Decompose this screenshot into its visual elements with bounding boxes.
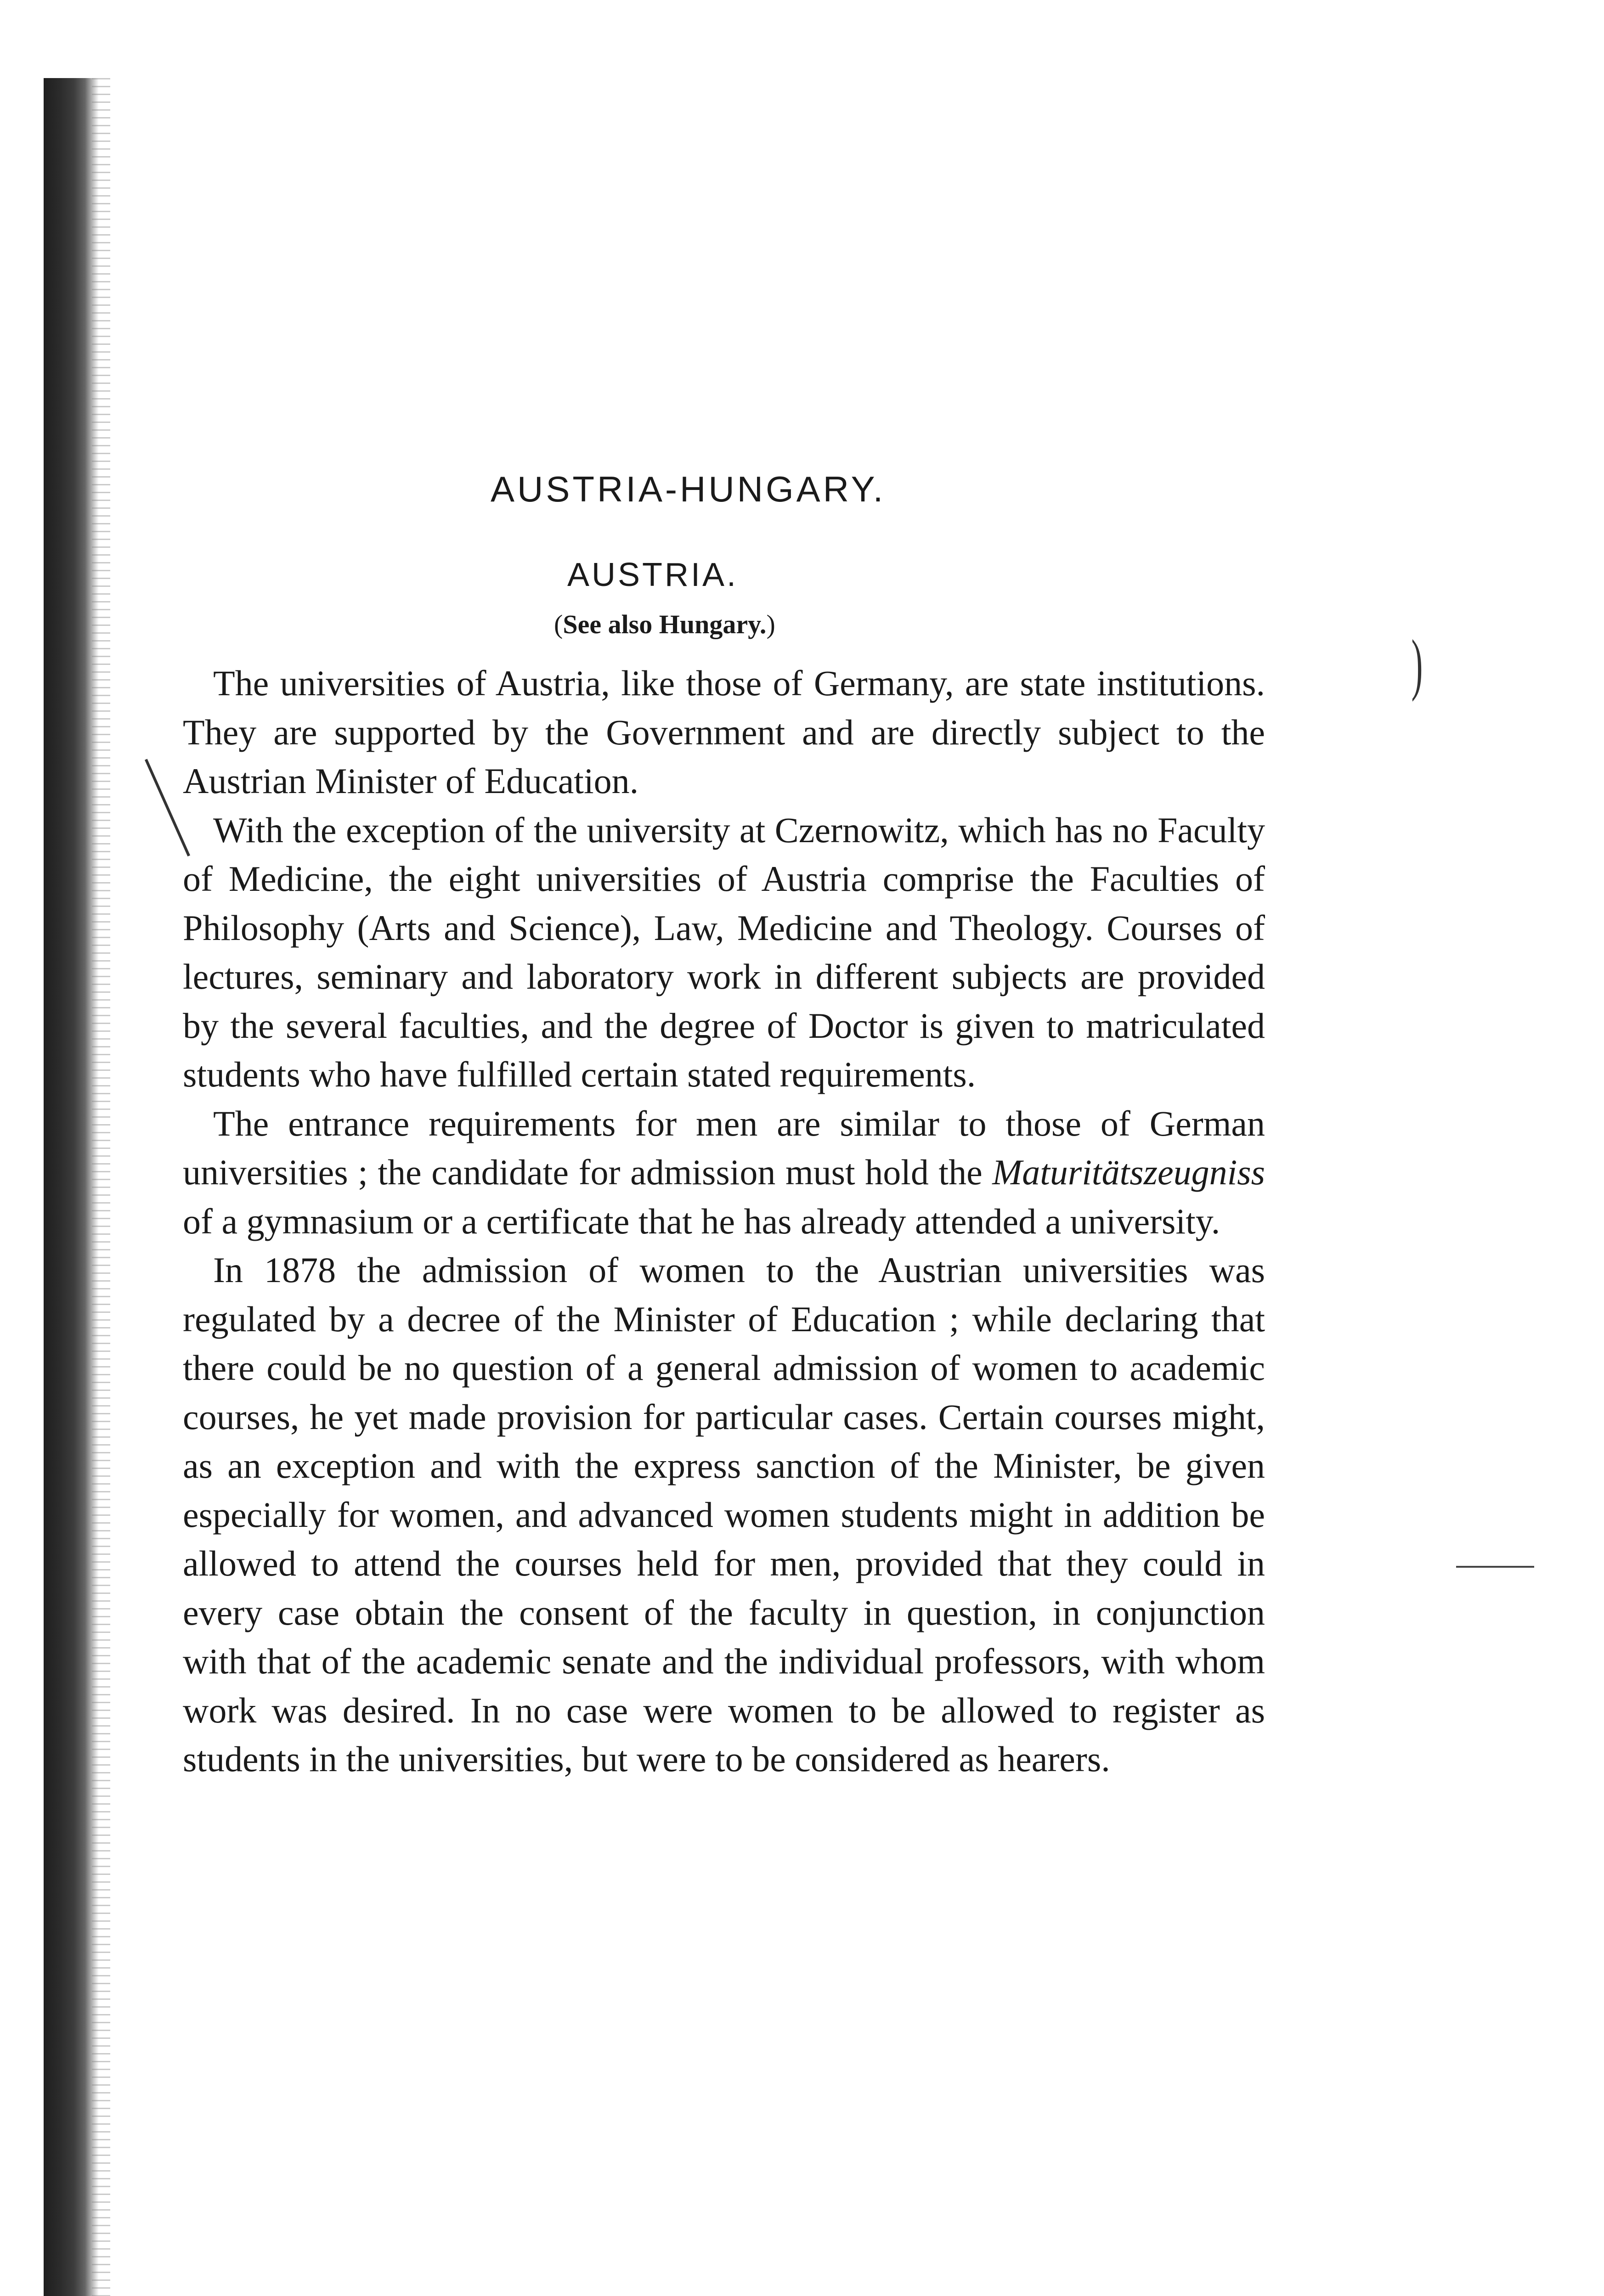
paragraph-3-text-start: The entrance requirements for men are similar to those of German universities ; the candidate for admission must hold the: [183, 1103, 1265, 1192]
paragraph-3-text-end: of a gymnasium or a certificate that he has already attended a university.: [183, 1201, 1220, 1241]
chapter-heading: AUSTRIA-HUNGARY.: [491, 469, 886, 509]
paragraph-1: The universities of Austria, like those of Germany, are state institutions. They are supported by the Government and are directly subject to the Austrian Minister of Education.: [183, 663, 1265, 801]
paren-close: ): [766, 609, 775, 639]
binding-edge-texture: [92, 78, 110, 2296]
paragraph-3: [183, 1099, 1265, 1246]
body-text: [183, 659, 1265, 1784]
italic-term: Maturitätszeugniss: [992, 1152, 1265, 1192]
book-binding-edge: [44, 78, 99, 2296]
paragraph-2: With the exception of the university at Czernowitz, which has no Faculty of Medicine, the eight universities of Austria comprise the Faculties of Philosophy (Arts and Science), Law, Medicine and Theology. Courses of lectures, seminary and laboratory work in different subjects are provided by the several faculties, and the degree of Doctor is given to matriculated students who have fulfilled certain stated requirements.: [183, 810, 1265, 1094]
margin-dash-mark: [1456, 1566, 1534, 1568]
cross-reference-note: [554, 609, 775, 640]
paragraph-4: In 1878 the admission of women to the Austrian universities was regulated by a decree of the Minister of Education ; while declaring that there could be no question of a general admission of women to academic courses, he yet made provision for particular cases. Certain courses might, as an exception and with the express sanction of the Minister, be given especially for women, and advanced women students might in addition be allowed to attend the courses held for men, provided that they could in every case obtain the consent of the faculty in question, in conjunction with that of the academic senate and the individual professors, with whom work was desired. In no case were women to be allowed to register as students in the universities, but were to be considered as hearers.: [183, 1250, 1265, 1779]
margin-bracket-mark: ): [1411, 626, 1423, 702]
cross-reference-text: See also Hungary.: [563, 609, 767, 639]
section-heading: AUSTRIA.: [567, 557, 739, 593]
paren-open: (: [554, 609, 563, 639]
